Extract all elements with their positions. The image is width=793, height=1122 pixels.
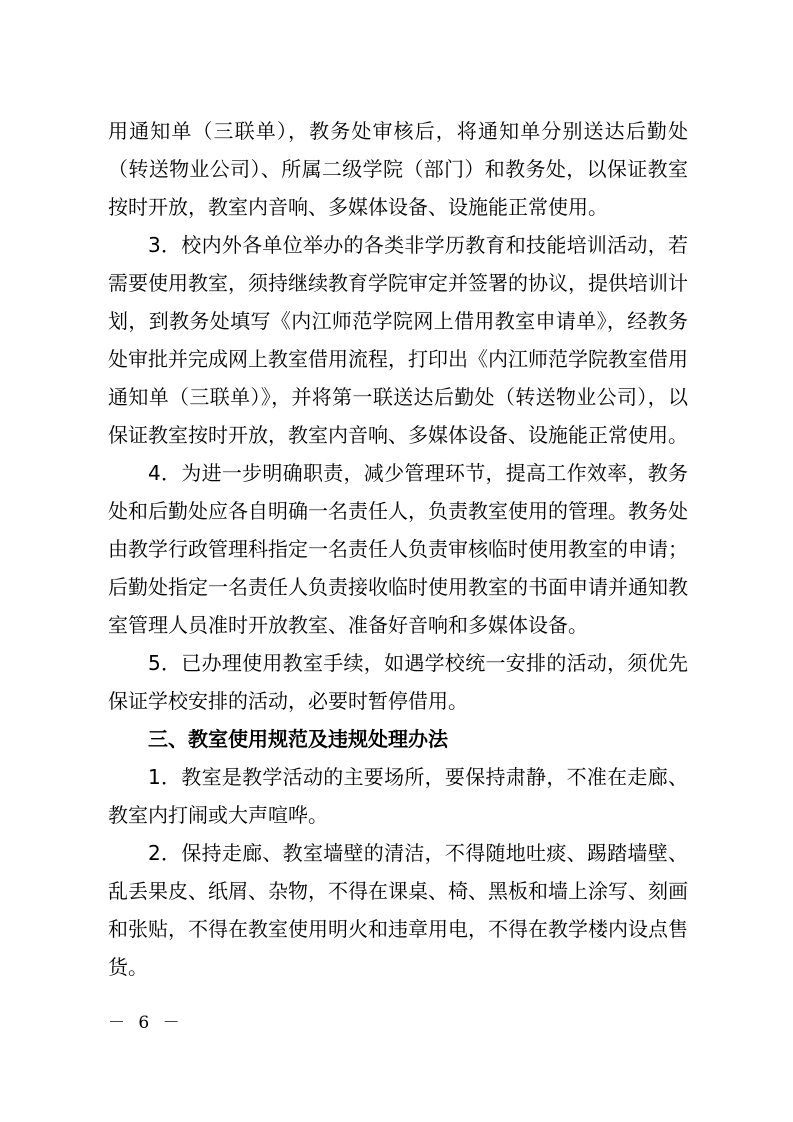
section-paragraph-2: 2．保持走廊、教室墙壁的清洁，不得随地吐痰、踢踏墙壁、乱丢果皮、纸屑、杂物，不得在课桌、椅、黑板和墙上涂写、刻画和张贴，不得在教室使用明火和违章用电，不得在教学楼内设点售货。 <box>108 841 688 979</box>
section-heading: 三、教室使用规范及违规处理办法 <box>148 727 448 751</box>
paragraph-item-3: 3．校内外各单位举办的各类非学历教育和技能培训活动，若需要使用教室，须持继续教育学院审定并签署的协议，提供培训计划，到教务处填写《内江师范学院网上借用教室申请单》，经教务处审批并完成网上教室借用流程，打印出《内江师范学院教室借用通知单（三联单）》，并将第一联送达后勤处（转送物业公司），以保证教室按时开放，教室内音响、多媒体设备、设施能正常使用。 <box>108 233 688 447</box>
section-paragraph-1: 1．教室是教学活动的主要场所，要保持肃静，不准在走廊、教室内打闹或大声喧哗。 <box>108 765 688 827</box>
paragraph-item-5: 5．已办理使用教室手续，如遇学校统一安排的活动，须优先保证学校安排的活动，必要时暂停借用。 <box>108 651 688 713</box>
page-number: － 6 － <box>108 1013 184 1033</box>
paragraph-item-4: 4．为进一步明确职责，减少管理环节，提高工作效率，教务处和后勤处应各自明确一名责任人，负责教室使用的管理。教务处由教学行政管理科指定一名责任人负责审核临时使用教室的申请；后勤处指定一名责任人负责接收临时使用教室的书面申请并通知教室管理人员准时开放教室、准备好音响和多媒体设备。 <box>108 461 688 637</box>
paragraph-continued: 用通知单（三联单），教务处审核后，将通知单分别送达后勤处（转送物业公司）、所属二级学院（部门）和教务处，以保证教室按时开放，教室内音响、多媒体设备、设施能正常使用。 <box>108 119 688 219</box>
